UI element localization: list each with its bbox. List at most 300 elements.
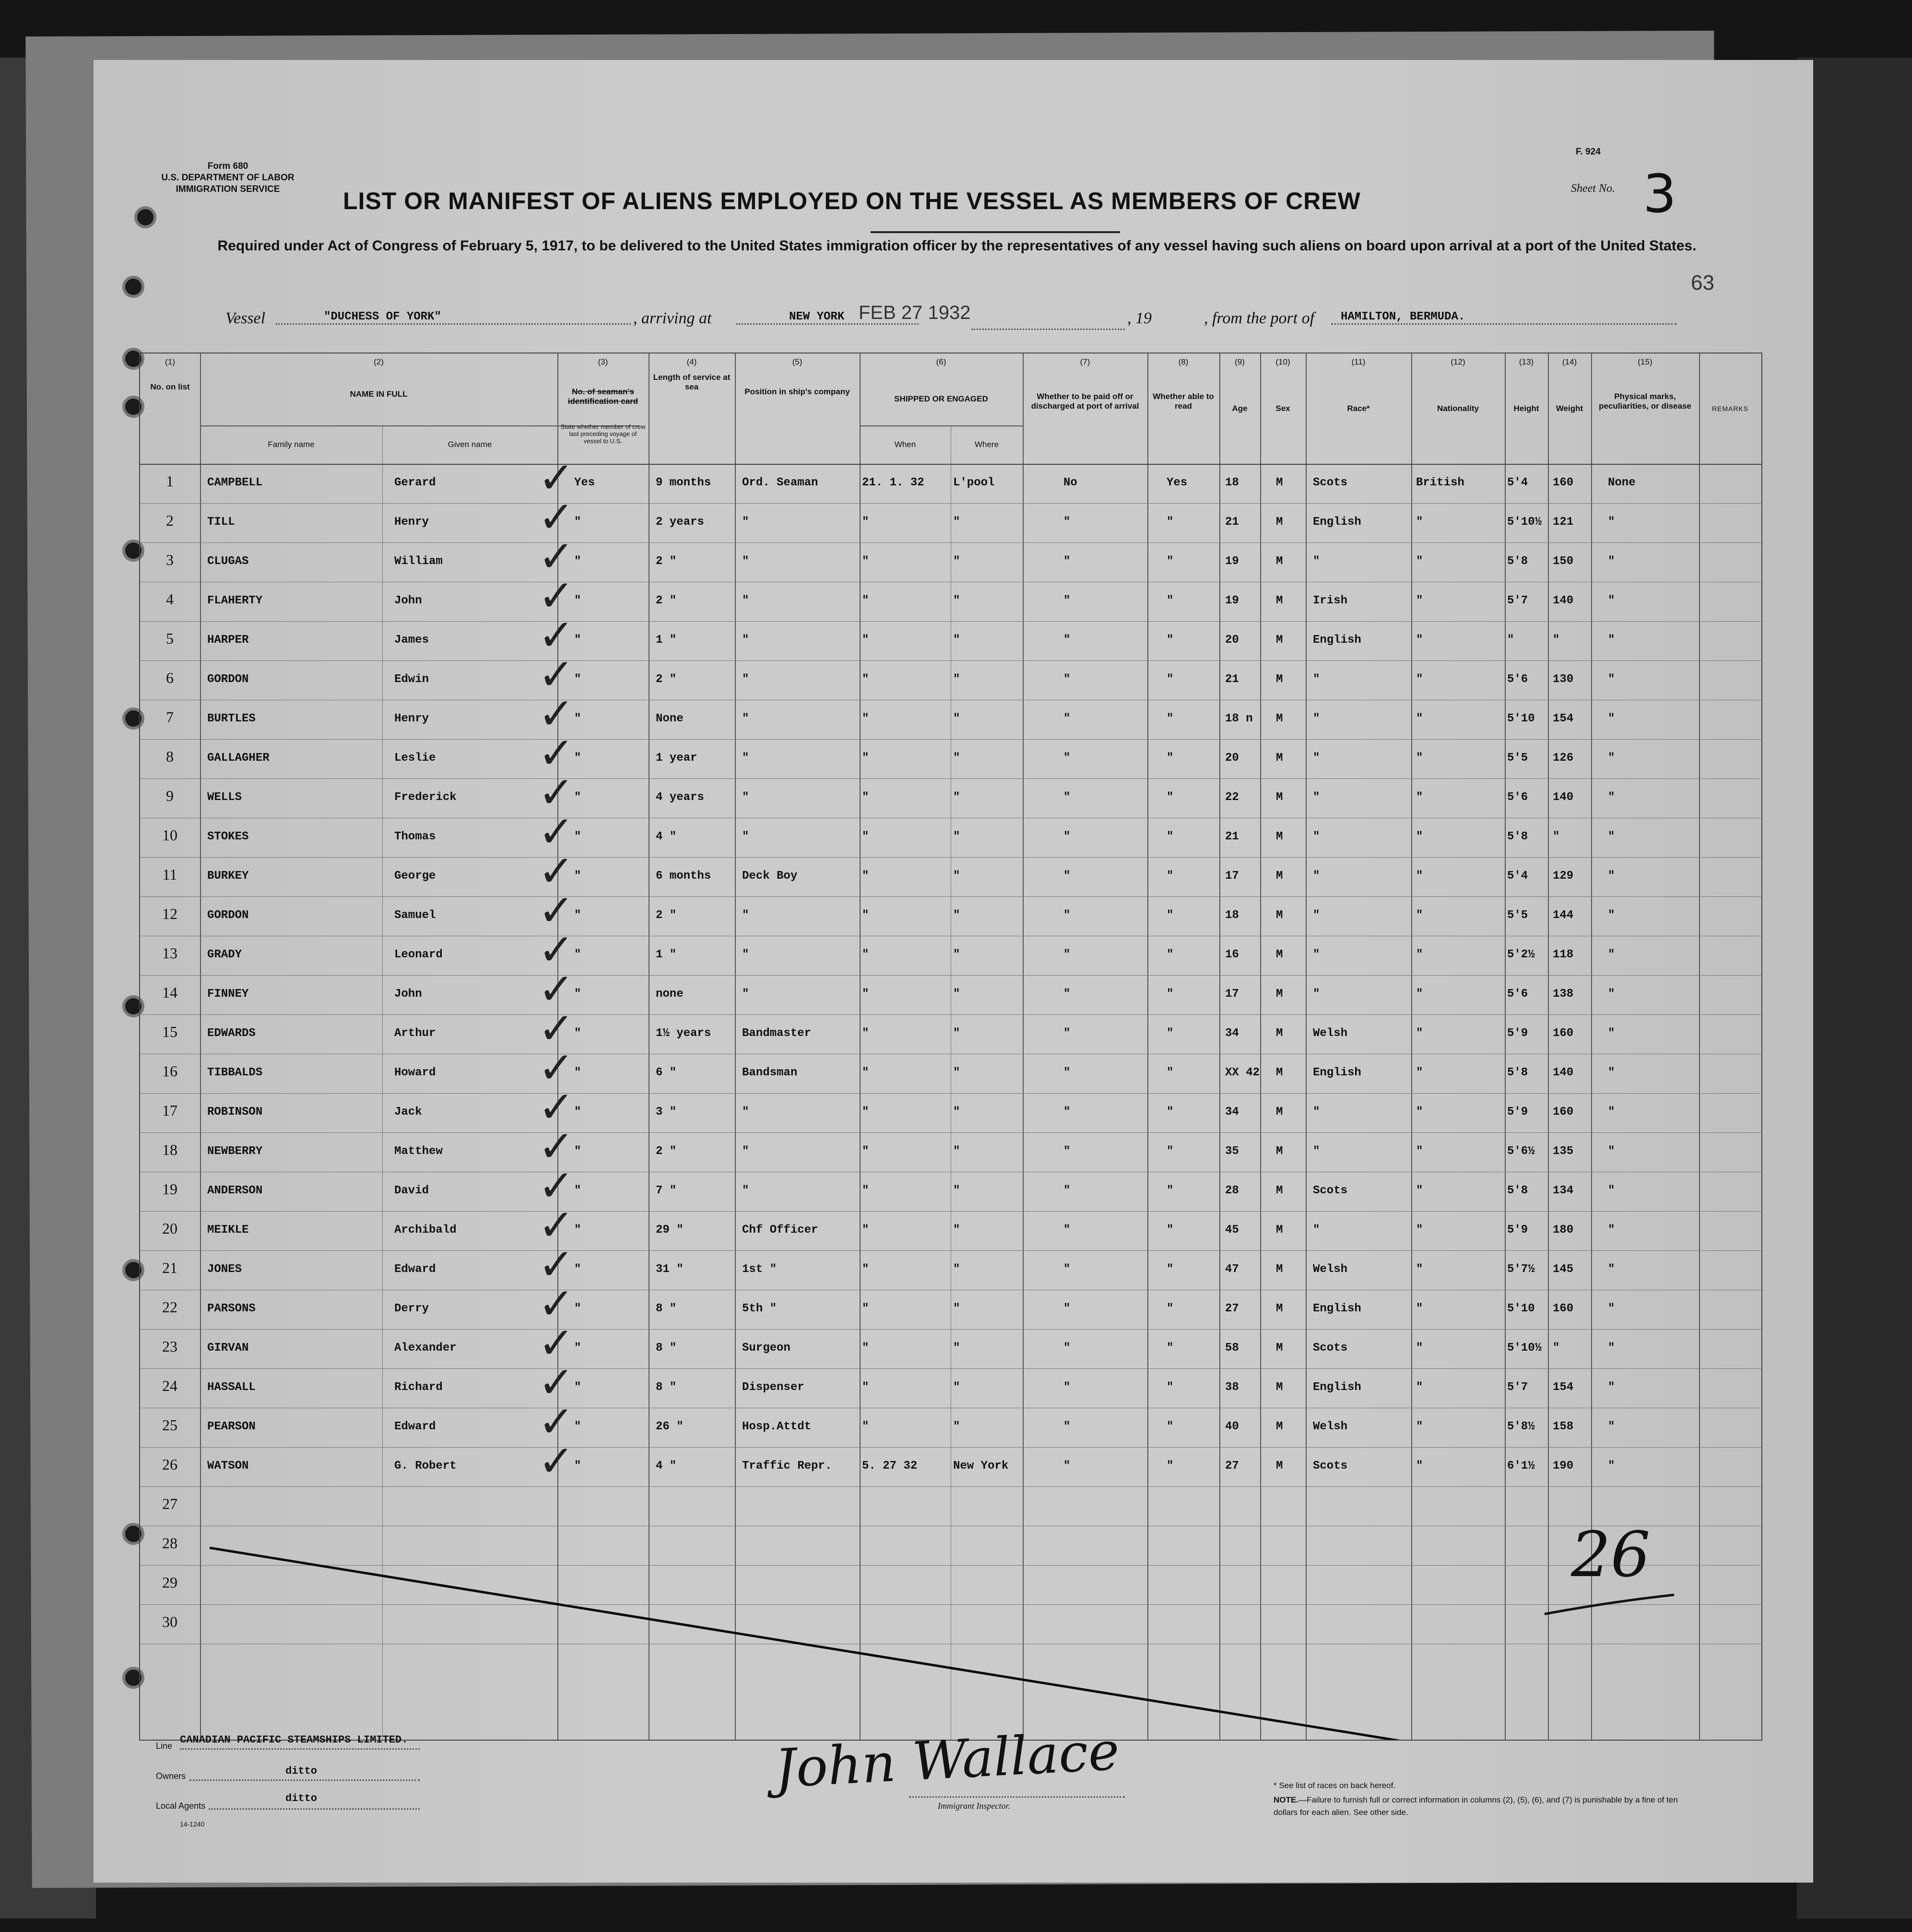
position-cell: " (742, 516, 749, 529)
able-to-read-cell: " (1167, 634, 1174, 647)
checkmark-icon: ✓ (538, 1397, 575, 1447)
binder-right-edge (1797, 58, 1912, 1919)
paid-off-cell: " (1063, 1342, 1071, 1355)
length-of-service-cell: 2 " (656, 673, 677, 686)
age-cell: 16 (1225, 948, 1239, 961)
paid-off-cell: " (1063, 555, 1071, 568)
length-of-service-cell: 3 " (656, 1106, 677, 1119)
physical-marks-cell: " (1608, 1145, 1615, 1158)
able-to-read-cell: " (1167, 1224, 1174, 1237)
previous-voyage-cell: " (574, 1381, 581, 1394)
header-able-to-read: Whether able to read (1153, 392, 1214, 411)
race-cell: " (1313, 791, 1320, 804)
given-name-cell: Matthew (394, 1145, 443, 1158)
weight-cell: " (1553, 1342, 1560, 1355)
row-number: 4 (166, 590, 174, 608)
race-cell: Scots (1313, 476, 1348, 489)
race-cell: " (1313, 830, 1320, 843)
previous-voyage-cell: " (574, 1224, 581, 1237)
sex-cell: M (1276, 1460, 1283, 1473)
position-cell: " (742, 909, 749, 922)
checkmark-icon: ✓ (538, 531, 575, 582)
able-to-read-cell: " (1167, 752, 1174, 765)
paid-off-cell: " (1063, 634, 1071, 647)
checkmark-icon: ✓ (538, 964, 575, 1014)
checkmark-icon: ✓ (538, 571, 575, 621)
length-of-service-cell: 8 " (656, 1381, 677, 1394)
weight-cell: 190 (1553, 1460, 1574, 1473)
punch-hole (134, 206, 156, 228)
shipped-where-cell: " (953, 752, 960, 765)
shipped-where-cell: " (953, 1184, 960, 1197)
able-to-read-cell: " (1167, 791, 1174, 804)
nationality-cell: " (1416, 1224, 1423, 1237)
family-name-cell: MEIKLE (207, 1224, 249, 1237)
col-number-7: (7) (1080, 357, 1090, 366)
family-name-cell: GORDON (207, 909, 249, 922)
race-cell: Scots (1313, 1460, 1348, 1473)
physical-marks-cell: " (1608, 555, 1615, 568)
nationality-cell: " (1416, 673, 1423, 686)
from-port-label: , from the port of (1204, 309, 1315, 327)
position-cell: Chf Officer (742, 1224, 818, 1237)
position-cell: " (742, 791, 749, 804)
given-name-cell: Edwin (394, 673, 429, 686)
given-name-cell: Arthur (394, 1027, 436, 1040)
nationality-cell: " (1416, 1302, 1423, 1315)
paid-off-cell: " (1063, 1066, 1071, 1079)
position-cell: 1st " (742, 1263, 777, 1276)
col-number-5: (5) (792, 357, 803, 366)
height-cell: 5'10 (1507, 1302, 1535, 1315)
sex-cell: M (1276, 830, 1283, 843)
able-to-read-cell: " (1167, 948, 1174, 961)
physical-marks-cell: " (1608, 516, 1615, 529)
row-number: 24 (162, 1377, 177, 1394)
weight-cell: 154 (1553, 712, 1574, 725)
length-of-service-cell: 2 " (656, 909, 677, 922)
physical-marks-cell: None (1608, 476, 1636, 489)
shipped-where-cell: " (953, 673, 960, 686)
checkmark-icon: ✓ (538, 728, 575, 778)
col-number-11: (11) (1351, 357, 1366, 366)
position-cell: " (742, 988, 749, 1001)
nationality-cell: " (1416, 1460, 1423, 1473)
sex-cell: M (1276, 1263, 1283, 1276)
height-cell: 5'7 (1507, 594, 1528, 607)
previous-voyage-cell: " (574, 1184, 581, 1197)
able-to-read-cell: " (1167, 1263, 1174, 1276)
able-to-read-cell: " (1167, 1027, 1174, 1040)
previous-voyage-cell: " (574, 948, 581, 961)
height-cell: 5'6 (1507, 988, 1528, 1001)
weight-cell: 138 (1553, 988, 1574, 1001)
shipped-where-cell: " (953, 948, 960, 961)
shipped-where-cell: " (953, 791, 960, 804)
sex-cell: M (1276, 1342, 1283, 1355)
shipped-where-cell: " (953, 1066, 960, 1079)
family-name-cell: STOKES (207, 830, 249, 843)
line-value: CANADIAN PACIFIC STEAMSHIPS LIMITED. (180, 1734, 408, 1746)
previous-voyage-cell: " (574, 516, 581, 529)
paid-off-cell: " (1063, 1106, 1071, 1119)
weight-cell: 160 (1553, 1302, 1574, 1315)
row-number: 26 (162, 1456, 177, 1473)
shipped-when-cell: " (862, 1106, 869, 1119)
paid-off-cell: " (1063, 988, 1071, 1001)
able-to-read-cell: " (1167, 830, 1174, 843)
family-name-cell: CLUGAS (207, 555, 249, 568)
vessel-name: "DUCHESS OF YORK" (276, 310, 631, 325)
position-cell: " (742, 752, 749, 765)
able-to-read-cell: " (1167, 909, 1174, 922)
sex-cell: M (1276, 1302, 1283, 1315)
shipped-where-cell: " (953, 712, 960, 725)
position-cell: " (742, 1184, 749, 1197)
sex-cell: M (1276, 1224, 1283, 1237)
paid-off-cell: " (1063, 948, 1071, 961)
previous-voyage-cell: " (574, 752, 581, 765)
checkmark-icon: ✓ (538, 1082, 575, 1132)
previous-voyage-cell: Yes (574, 476, 595, 489)
length-of-service-cell: 1½ years (656, 1027, 711, 1040)
sex-cell: M (1276, 555, 1283, 568)
paid-off-cell: " (1063, 594, 1071, 607)
col-number-10: (10) (1275, 357, 1290, 366)
family-name-cell: ROBINSON (207, 1106, 263, 1119)
col-number-3: (3) (598, 357, 608, 366)
height-cell: 5'4 (1507, 870, 1528, 883)
physical-marks-cell: " (1608, 1263, 1615, 1276)
shipped-when-cell: " (862, 1302, 869, 1315)
nationality-cell: " (1416, 634, 1423, 647)
paid-off-cell: " (1063, 1420, 1071, 1433)
given-name-cell: Richard (394, 1381, 443, 1394)
signature-dotted (909, 1796, 1125, 1798)
height-cell: 5'8 (1507, 1184, 1528, 1197)
inspector-label: Immigrant Inspector. (938, 1801, 1010, 1811)
paid-off-cell: " (1063, 1460, 1071, 1473)
age-cell: 20 (1225, 752, 1239, 765)
nationality-cell: " (1416, 1066, 1423, 1079)
header-paid-off: Whether to be paid off or discharged at port of arrival (1031, 392, 1139, 411)
row-number: 10 (162, 826, 177, 844)
previous-voyage-cell: " (574, 1342, 581, 1355)
physical-marks-cell: " (1608, 1302, 1615, 1315)
able-to-read-cell: " (1167, 1184, 1174, 1197)
col-number-14: (14) (1562, 357, 1577, 366)
nationality-cell: " (1416, 516, 1423, 529)
physical-marks-cell: " (1608, 791, 1615, 804)
row-number: 23 (162, 1338, 177, 1355)
paid-off-cell: " (1063, 909, 1071, 922)
weight-cell: " (1553, 830, 1560, 843)
row-number: 8 (166, 748, 174, 765)
age-cell: 58 (1225, 1342, 1239, 1355)
sex-cell: M (1276, 909, 1283, 922)
nationality-cell: " (1416, 555, 1423, 568)
sex-cell: M (1276, 673, 1283, 686)
row-number: 21 (162, 1259, 177, 1276)
previous-voyage-cell: " (574, 830, 581, 843)
length-of-service-cell: 7 " (656, 1184, 677, 1197)
arriving-label: , arriving at (633, 309, 712, 327)
weight-cell: 150 (1553, 555, 1574, 568)
position-cell: Traffic Repr. (742, 1460, 832, 1473)
family-name-cell: WELLS (207, 791, 242, 804)
col-number-12: (12) (1451, 357, 1465, 366)
shipped-where-cell: " (953, 830, 960, 843)
given-name-cell: Archibald (394, 1224, 457, 1237)
row-number: 30 (162, 1613, 177, 1630)
sex-cell: M (1276, 870, 1283, 883)
manifest-page (94, 60, 1813, 1883)
row-number: 2 (166, 512, 174, 529)
length-of-service-cell: 1 " (656, 634, 677, 647)
age-cell: 27 (1225, 1460, 1239, 1473)
sex-cell: M (1276, 476, 1283, 489)
physical-marks-cell: " (1608, 1381, 1615, 1394)
header-age: Age (1232, 404, 1248, 413)
paid-off-cell: " (1063, 673, 1071, 686)
nationality-cell: " (1416, 1145, 1423, 1158)
nationality-cell: " (1416, 909, 1423, 922)
given-name-cell: Samuel (394, 909, 436, 922)
position-cell: " (742, 712, 749, 725)
length-of-service-cell: None (656, 712, 684, 725)
family-name-cell: TIBBALDS (207, 1066, 263, 1079)
age-cell: 40 (1225, 1420, 1239, 1433)
header-no-on-list: No. on list (150, 382, 190, 391)
row-number: 3 (166, 551, 174, 568)
race-cell: " (1313, 1145, 1320, 1158)
checkmark-icon: ✓ (538, 807, 575, 857)
length-of-service-cell: 6 months (656, 870, 711, 883)
age-cell: 18 (1225, 909, 1239, 922)
weight-cell: 134 (1553, 1184, 1574, 1197)
position-cell: Bandmaster (742, 1027, 812, 1040)
age-cell: 22 (1225, 791, 1239, 804)
physical-marks-cell: " (1608, 1106, 1615, 1119)
family-name-cell: HARPER (207, 634, 249, 647)
length-of-service-cell: 8 " (656, 1302, 677, 1315)
nationality-cell: " (1416, 1184, 1423, 1197)
department-name: U.S. DEPARTMENT OF LABOR (161, 173, 295, 183)
length-of-service-cell: 9 months (656, 476, 711, 489)
paid-off-cell: " (1063, 752, 1071, 765)
race-cell: " (1313, 948, 1320, 961)
able-to-read-cell: " (1167, 1460, 1174, 1473)
shipped-where-cell: " (953, 516, 960, 529)
shipped-where-cell: " (953, 1381, 960, 1394)
previous-voyage-cell: " (574, 988, 581, 1001)
age-cell: 45 (1225, 1224, 1239, 1237)
manifest-subtitle: Required under Act of Congress of February 5, 1917, to be delivered to the United States immigration officer by the representatives of any vessel having such aliens on board upon arrival at a port of the United States. (217, 238, 1697, 254)
form-identification (142, 161, 314, 195)
shipped-where-cell: " (953, 555, 960, 568)
previous-voyage-cell: " (574, 594, 581, 607)
length-of-service-cell: 2 " (656, 594, 677, 607)
arrival-date-stamp: FEB 27 1932 (859, 302, 971, 323)
height-cell: 5'8 (1507, 1066, 1528, 1079)
header-weight: Weight (1556, 404, 1583, 413)
previous-voyage-cell: " (574, 1027, 581, 1040)
family-name-cell: TILL (207, 516, 235, 529)
weight-cell: 144 (1553, 909, 1574, 922)
header-nationality: Nationality (1437, 404, 1479, 413)
family-name-cell: WATSON (207, 1460, 249, 1473)
form-f-number: F. 924 (1576, 147, 1601, 157)
header-shipped-engaged: SHIPPED OR ENGAGED (894, 394, 988, 403)
nationality-cell: " (1416, 1106, 1423, 1119)
weight-cell: 118 (1553, 948, 1574, 961)
length-of-service-cell: 2 years (656, 516, 704, 529)
shipped-when-cell: " (862, 634, 869, 647)
row-number: 20 (162, 1220, 177, 1237)
weight-cell: 140 (1553, 1066, 1574, 1079)
sex-cell: M (1276, 1184, 1283, 1197)
shipped-where-cell: " (953, 1263, 960, 1276)
shipped-when-cell: " (862, 1224, 869, 1237)
row-number: 13 (162, 944, 177, 962)
crew-manifest-table (139, 353, 1762, 1741)
given-name-cell: Edward (394, 1420, 436, 1433)
able-to-read-cell: " (1167, 594, 1174, 607)
checkmark-icon: ✓ (538, 767, 575, 818)
fine-note (1274, 1794, 1681, 1819)
shipped-where-cell: " (953, 988, 960, 1001)
height-cell: 5'10½ (1507, 1342, 1542, 1355)
shipped-where-cell: " (953, 1420, 960, 1433)
family-name-cell: PEARSON (207, 1420, 256, 1433)
nationality-cell: " (1416, 870, 1423, 883)
sheet-label: Sheet No. (1571, 182, 1615, 195)
col-number-15: (15) (1638, 357, 1652, 366)
shipped-when-cell: " (862, 1342, 869, 1355)
length-of-service-cell: 4 " (656, 830, 677, 843)
date-dotted-line (971, 329, 1125, 330)
line-label: Line (156, 1741, 173, 1751)
shipped-where-cell: " (953, 594, 960, 607)
physical-marks-cell: " (1608, 1027, 1615, 1040)
nationality-cell: " (1416, 712, 1423, 725)
sex-cell: M (1276, 1381, 1283, 1394)
row-number: 29 (162, 1574, 177, 1591)
shipped-when-cell: " (862, 830, 869, 843)
height-cell: 5'6 (1507, 673, 1528, 686)
physical-marks-cell: " (1608, 712, 1615, 725)
row-number: 17 (162, 1102, 177, 1119)
weight-cell: 160 (1553, 1106, 1574, 1119)
weight-cell: 160 (1553, 476, 1574, 489)
position-cell: " (742, 1106, 749, 1119)
agents-dotted (209, 1808, 420, 1810)
row-number: 27 (162, 1495, 177, 1512)
row-number: 18 (162, 1141, 177, 1158)
weight-cell: 158 (1553, 1420, 1574, 1433)
able-to-read-cell: " (1167, 1342, 1174, 1355)
given-name-cell: Derry (394, 1302, 429, 1315)
age-cell: 21 (1225, 516, 1239, 529)
physical-marks-cell: " (1608, 594, 1615, 607)
handwritten-total: 26 (1571, 1518, 1651, 1591)
checkmark-icon: ✓ (538, 846, 575, 896)
checkmark-icon: ✓ (538, 1279, 575, 1329)
height-cell: 5'8 (1507, 830, 1528, 843)
position-cell: " (742, 830, 749, 843)
sex-cell: M (1276, 1027, 1283, 1040)
paid-off-cell: " (1063, 1224, 1071, 1237)
shipped-when-cell: " (862, 1184, 869, 1197)
weight-cell: 145 (1553, 1263, 1574, 1276)
race-cell: " (1313, 909, 1320, 922)
race-cell: Scots (1313, 1342, 1348, 1355)
previous-voyage-cell: " (574, 791, 581, 804)
age-cell: 28 (1225, 1184, 1239, 1197)
previous-voyage-cell: " (574, 870, 581, 883)
length-of-service-cell: 1 year (656, 752, 697, 765)
family-name-cell: EDWARDS (207, 1027, 256, 1040)
note-label: NOTE. (1274, 1795, 1298, 1804)
height-cell: 5'4 (1507, 476, 1528, 489)
shipped-when-cell: " (862, 712, 869, 725)
age-cell: 19 (1225, 594, 1239, 607)
paid-off-cell: " (1063, 1381, 1071, 1394)
form-number: Form 680 (207, 161, 248, 171)
previous-voyage-cell: " (574, 673, 581, 686)
family-name-cell: GIRVAN (207, 1342, 249, 1355)
family-name-cell: GALLAGHER (207, 752, 270, 765)
weight-cell: 135 (1553, 1145, 1574, 1158)
age-cell: 34 (1225, 1106, 1239, 1119)
col-number-2: (2) (374, 357, 384, 366)
family-name-cell: BURKEY (207, 870, 249, 883)
height-cell: 5'5 (1507, 752, 1528, 765)
race-cell: " (1313, 1224, 1320, 1237)
nationality-cell: " (1416, 948, 1423, 961)
header-length-of-service: Length of service at sea (653, 373, 731, 391)
sex-cell: M (1276, 948, 1283, 961)
header-physical-marks: Physical marks, peculiarities, or disease (1599, 392, 1691, 411)
race-cell: " (1313, 1106, 1320, 1119)
shipped-when-cell: " (862, 1066, 869, 1079)
able-to-read-cell: " (1167, 555, 1174, 568)
race-cell: English (1313, 1066, 1361, 1079)
given-name-cell: Alexander (394, 1342, 457, 1355)
col-number-9: (9) (1235, 357, 1245, 366)
row-number: 22 (162, 1298, 177, 1316)
age-cell: 21 (1225, 673, 1239, 686)
given-name-cell: Leonard (394, 948, 443, 961)
given-name-cell: George (394, 870, 436, 883)
able-to-read-cell: " (1167, 673, 1174, 686)
note-text: —Failure to furnish full or correct information in columns (2), (5), (6), and (7) is punishable by a fine of ten dollars for each alien. See other side. (1274, 1795, 1678, 1817)
shipped-when-cell: " (862, 1420, 869, 1433)
previous-voyage-cell: " (574, 712, 581, 725)
paid-off-cell: " (1063, 1184, 1071, 1197)
local-agents-value: ditto (285, 1792, 318, 1804)
shipped-when-cell: " (862, 1381, 869, 1394)
shipped-where-cell: New York (953, 1460, 1009, 1473)
row-number: 5 (166, 630, 174, 647)
line-dotted (180, 1748, 420, 1750)
previous-voyage-cell: " (574, 1460, 581, 1473)
height-cell: 5'7 (1507, 1381, 1528, 1394)
family-name-cell: FINNEY (207, 988, 249, 1001)
race-cell: Welsh (1313, 1027, 1348, 1040)
physical-marks-cell: " (1608, 909, 1615, 922)
handwritten-total-underline (1542, 1588, 1676, 1621)
